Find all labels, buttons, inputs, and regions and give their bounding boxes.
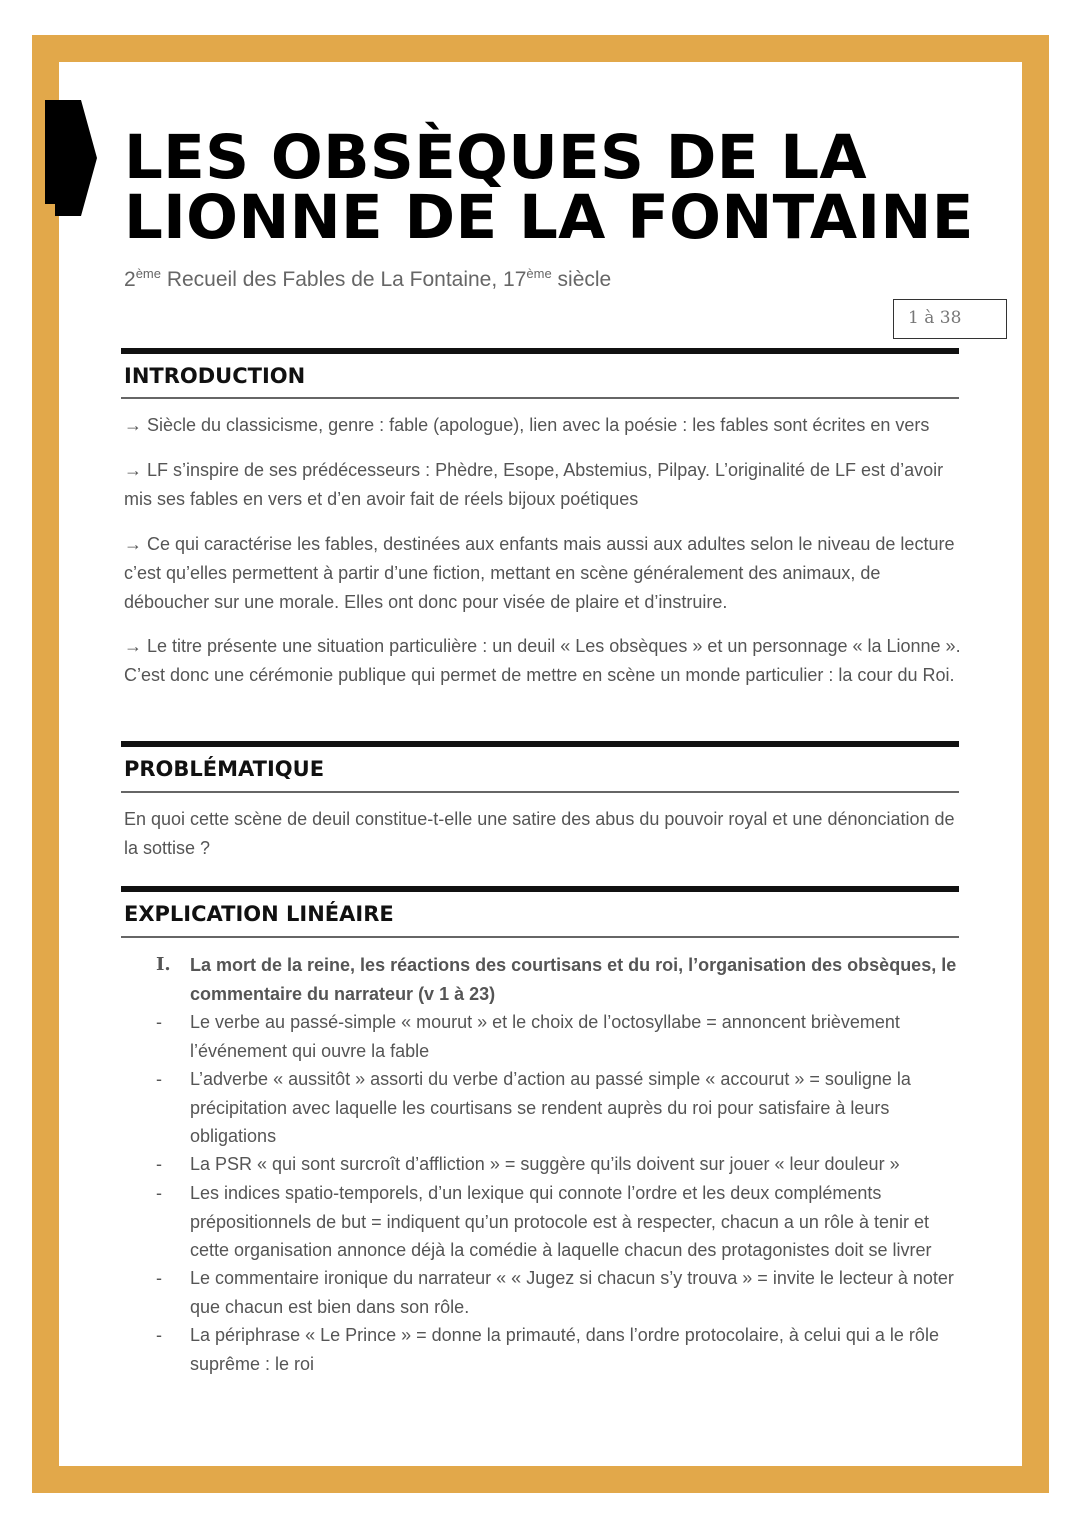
ribbon-marker-icon bbox=[45, 100, 97, 216]
section-heading-explication: EXPLICATION LINÉAIRE bbox=[124, 902, 394, 926]
page-title bbox=[124, 122, 974, 253]
subtitle-number-1: 2 bbox=[124, 268, 136, 291]
list-item-text: Le commentaire ironique du narrateur « « Jugez si chacun s’y trouva » = invite le lecteur à noter que chacun est bien dans son rôle. bbox=[190, 1268, 954, 1317]
section-rule-introduction bbox=[121, 397, 959, 399]
bullet-dash: - bbox=[156, 1154, 162, 1174]
bullet-dash: - bbox=[156, 1268, 162, 1288]
subtitle-middle: Recueil des Fables de La Fontaine, 17 bbox=[160, 268, 527, 291]
subtitle-sup-2: ème bbox=[526, 266, 552, 281]
intro-paragraph-2: → LF s’inspire de ses prédécesseurs : Phèdre, Esope, Abstemius, Pilpay. L’originalité de LF est d’avoir mis ses fables en vers et d’en avoir fait de réels bijoux poétiques bbox=[124, 460, 944, 509]
list-item bbox=[124, 1264, 964, 1321]
part-number: I. bbox=[156, 954, 171, 975]
bullet-dash: - bbox=[156, 1325, 162, 1345]
list-item bbox=[124, 1008, 964, 1065]
section-heading-problematique: PROBLÉMATIQUE bbox=[124, 757, 325, 781]
title-line-2: LIONNE DE LA FONTAINE bbox=[124, 182, 974, 253]
list-item-text: L’adverbe « aussitôt » assorti du verbe d’action au passé simple « accourut » = souligne la précipitation avec laquelle les courtisans se rendent auprès du roi pour satisfaire à leurs obligations bbox=[190, 1069, 911, 1146]
intro-paragraph-3: → Ce qui caractérise les fables, destinées aux enfants mais aussi aux adultes selon le niveau de lecture c’est qu’elles permettent à partir d’une fiction, mettant en scène généralement des animaux, de déboucher sur une morale. Elles ont donc pour visée de plaire et d’instruire. bbox=[124, 534, 955, 612]
section-rule-explication bbox=[121, 936, 959, 938]
list-item-text: Le verbe au passé-simple « mourut » et le choix de l’octosyllabe = annoncent brièvement l’événement qui ouvre la fable bbox=[190, 1012, 900, 1061]
title-line-1: LES OBSÈQUES DE LA bbox=[124, 122, 867, 193]
section-bar-problematique bbox=[121, 741, 959, 747]
section-bar-introduction bbox=[121, 348, 959, 354]
intro-paragraph-1: → Siècle du classicisme, genre : fable (apologue), lien avec la poésie : les fables sont écrites en vers bbox=[124, 415, 930, 435]
list-item-text: La PSR « qui sont surcroît d’affliction » = suggère qu’ils doivent sur jouer « leur douleur » bbox=[190, 1154, 900, 1174]
section-bar-explication bbox=[121, 886, 959, 892]
bullet-dash: - bbox=[156, 1069, 162, 1089]
list-item bbox=[124, 1179, 964, 1265]
subtitle-sup-1: ème bbox=[135, 266, 161, 281]
list-item-text: La périphrase « Le Prince » = donne la primauté, dans l’ordre protocolaire, à celui qui a le rôle suprême : le roi bbox=[190, 1325, 939, 1374]
problematique-text: En quoi cette scène de deuil constitue-t-elle une satire des abus du pouvoir royal et une dénonciation de la sottise ? bbox=[124, 809, 955, 858]
verse-range-box: 1 à 38 bbox=[893, 299, 1007, 339]
intro-paragraph-4: → Le titre présente une situation particulière : un deuil « Les obsèques » et un personnage « la Lionne ». C’est donc une cérémonie publique qui permet de mettre en scène un monde particulier : la cour du Roi. bbox=[124, 636, 961, 685]
list-item bbox=[124, 1150, 964, 1179]
subtitle bbox=[124, 266, 611, 292]
bullet-dash: - bbox=[156, 1183, 162, 1203]
list-item bbox=[124, 1065, 964, 1151]
part-heading bbox=[124, 951, 964, 1008]
section-heading-introduction: INTRODUCTION bbox=[124, 364, 306, 388]
subtitle-end: siècle bbox=[551, 268, 612, 291]
bullet-dash: - bbox=[156, 1012, 162, 1032]
list-item-text: Les indices spatio-temporels, d’un lexique qui connote l’ordre et les deux compléments prépositionnels de but = indiquent qu’un protocole est à respecter, chacun a un rôle à tenir et cette organisation annonce déjà la comédie à laquelle chacun des protagonistes doit se livrer bbox=[190, 1183, 932, 1260]
section-rule-problematique bbox=[121, 791, 959, 793]
list-item bbox=[124, 1321, 964, 1378]
part-title: La mort de la reine, les réactions des courtisans et du roi, l’organisation des obsèques, le commentaire du narrateur (v 1 à 23) bbox=[190, 955, 957, 1004]
